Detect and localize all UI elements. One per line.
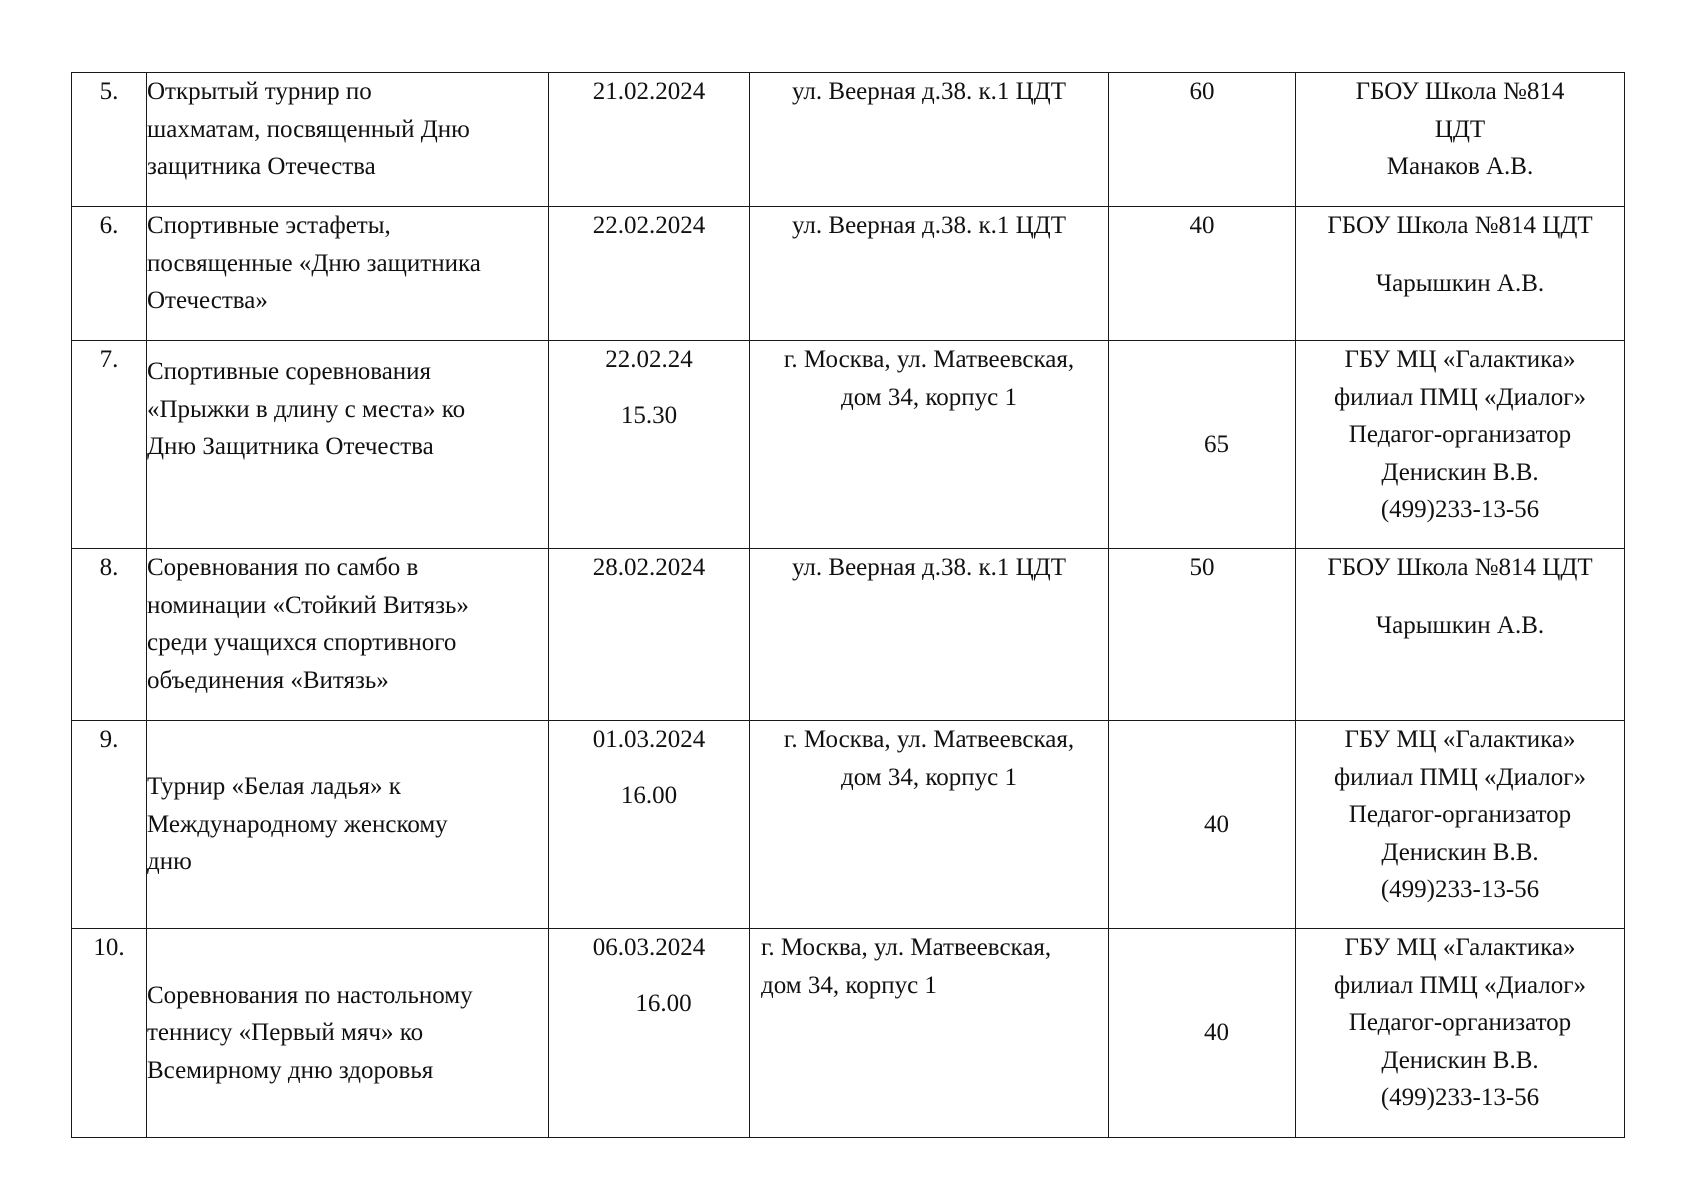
event-date-cell [549, 207, 750, 341]
event-time: 16.00 [635, 989, 692, 1017]
event-name-line: посвященные «Дню защитника [147, 249, 481, 277]
organizer-line: ГБОУ Школа №814 [1355, 78, 1565, 105]
event-name-cell [147, 929, 549, 1138]
event-name-cell [147, 721, 549, 929]
event-place-line: г. Москва, ул. Матвеевская, [761, 934, 1052, 961]
event-time: 15.30 [620, 401, 678, 429]
participant-count-cell [1109, 341, 1296, 549]
row-number: 6. [99, 212, 119, 239]
events-table [71, 72, 1625, 1138]
organizer-line: (499)233-13-56 [1380, 496, 1540, 523]
event-date-cell [549, 73, 750, 207]
participant-count-cell [1109, 929, 1296, 1138]
organizer-line: ГБУ МЦ «Галактика» [1344, 346, 1576, 373]
participant-count-cell [1109, 73, 1296, 207]
event-date-cell [549, 341, 750, 549]
organizer-line: филиал ПМЦ «Диалог» [1333, 763, 1587, 791]
participant-count: 50 [1189, 554, 1215, 581]
event-name-line: Отечества» [147, 287, 268, 314]
participant-count: 60 [1189, 78, 1215, 105]
event-place-cell [750, 721, 1109, 929]
event-name-line: Спортивные соревнования [147, 358, 432, 385]
event-name-line: Международному женскому [147, 810, 448, 838]
event-name-cell [147, 341, 549, 549]
event-name-line: защитника Отечества [147, 153, 376, 180]
event-time: 16.00 [620, 781, 678, 809]
event-date-cell [549, 929, 750, 1138]
event-date: 22.02.24 [605, 346, 693, 373]
participant-count-cell [1109, 207, 1296, 341]
event-name-line: шахматам, посвященный Дню [147, 115, 470, 143]
event-name-line: теннису «Первый мяч» ко [147, 1019, 424, 1047]
event-name-line: Спортивные эстафеты, [147, 212, 391, 239]
row-number-cell [72, 721, 147, 929]
participant-count: 40 [1204, 810, 1229, 838]
table-row [72, 341, 1625, 549]
organizer-line: Чарышкин А.В. [1375, 269, 1545, 297]
row-number-cell [72, 549, 147, 721]
participant-count: 40 [1204, 1019, 1229, 1047]
event-name-line: «Прыжки в длину с места» ко [147, 395, 466, 423]
participant-count-cell [1109, 549, 1296, 721]
organizer-line: ГБУ МЦ «Галактика» [1344, 726, 1576, 753]
organizer-line: Педагог-организатор [1348, 421, 1572, 448]
event-name-cell [147, 73, 549, 207]
row-number: 9. [99, 726, 119, 753]
organizer-cell [1296, 549, 1625, 721]
event-place-line: дом 34, корпус 1 [841, 383, 1017, 411]
event-name-line: номинации «Стойкий Витязь» [147, 591, 469, 619]
organizer-line: Педагог-организатор [1348, 801, 1572, 828]
event-date: 06.03.2024 [592, 934, 706, 961]
organizer-line: ГБОУ Школа №814 ЦДТ [1327, 554, 1593, 581]
organizer-line: Денискин В.В. [1381, 458, 1539, 486]
organizer-line: Манаков А.В. [1386, 153, 1534, 180]
event-place-line: дом 34, корпус 1 [841, 763, 1017, 791]
row-number: 10. [93, 934, 125, 961]
row-number-cell [72, 73, 147, 207]
event-name-cell [147, 549, 549, 721]
participant-count: 65 [1204, 430, 1229, 458]
organizer-line: филиал ПМЦ «Диалог» [1333, 971, 1587, 999]
organizer-line: филиал ПМЦ «Диалог» [1333, 383, 1587, 411]
event-place-cell [750, 73, 1109, 207]
table-row [72, 207, 1625, 341]
participant-count-cell [1109, 721, 1296, 929]
organizer-line: (499)233-13-56 [1380, 876, 1540, 903]
event-place-cell [750, 341, 1109, 549]
row-number: 5. [99, 78, 119, 105]
event-place-line: ул. Веерная д.38. к.1 ЦДТ [792, 554, 1066, 581]
event-place-line: ул. Веерная д.38. к.1 ЦДТ [792, 212, 1066, 239]
organizer-cell [1296, 73, 1625, 207]
event-date: 28.02.2024 [592, 554, 706, 581]
organizer-line: Педагог-организатор [1348, 1009, 1572, 1036]
event-name-line: Всемирному дню здоровья [147, 1056, 434, 1084]
organizer-cell [1296, 207, 1625, 341]
event-name-line: объединения «Витязь» [147, 666, 389, 694]
organizer-line: Денискин В.В. [1381, 1046, 1539, 1074]
event-place-cell [750, 929, 1109, 1138]
event-place-line: дом 34, корпус 1 [761, 971, 937, 999]
event-name-line: Соревнования по самбо в [147, 554, 419, 581]
event-date: 22.02.2024 [592, 212, 706, 239]
row-number-cell [72, 341, 147, 549]
organizer-line: Денискин В.В. [1381, 838, 1539, 866]
row-number: 8. [99, 554, 119, 581]
table-row [72, 549, 1625, 721]
table-row [72, 721, 1625, 929]
event-name-line: Открытый турнир по [147, 78, 372, 105]
event-place-cell [750, 207, 1109, 341]
row-number-cell [72, 929, 147, 1138]
event-date: 01.03.2024 [592, 726, 706, 753]
table-row [72, 929, 1625, 1138]
event-date: 21.02.2024 [592, 78, 706, 105]
event-place-line: г. Москва, ул. Матвеевская, [783, 346, 1075, 373]
event-place-line: г. Москва, ул. Матвеевская, [783, 726, 1075, 753]
event-place-cell [750, 549, 1109, 721]
row-number-cell [72, 207, 147, 341]
event-name-line: дню [147, 848, 192, 876]
organizer-line: Чарышкин А.В. [1375, 611, 1545, 639]
event-name-line: Соревнования по настольному [147, 981, 473, 1009]
organizer-cell [1296, 721, 1625, 929]
row-number: 7. [99, 346, 119, 373]
event-place-line: ул. Веерная д.38. к.1 ЦДТ [792, 78, 1066, 105]
event-date-cell [549, 721, 750, 929]
event-name-line: Дню Защитника Отечества [147, 433, 434, 460]
event-name-cell [147, 207, 549, 341]
event-date-cell [549, 549, 750, 721]
organizer-cell [1296, 341, 1625, 549]
organizer-line: (499)233-13-56 [1380, 1084, 1540, 1111]
organizer-line: ЦДТ [1434, 115, 1486, 143]
event-name-line: среди учащихся спортивного [147, 629, 457, 656]
organizer-line: ГБУ МЦ «Галактика» [1344, 934, 1576, 961]
organizer-cell [1296, 929, 1625, 1138]
organizer-line: ГБОУ Школа №814 ЦДТ [1327, 212, 1593, 239]
table-row [72, 73, 1625, 207]
participant-count: 40 [1189, 212, 1215, 239]
event-name-line: Турнир «Белая ладья» к [147, 773, 401, 801]
